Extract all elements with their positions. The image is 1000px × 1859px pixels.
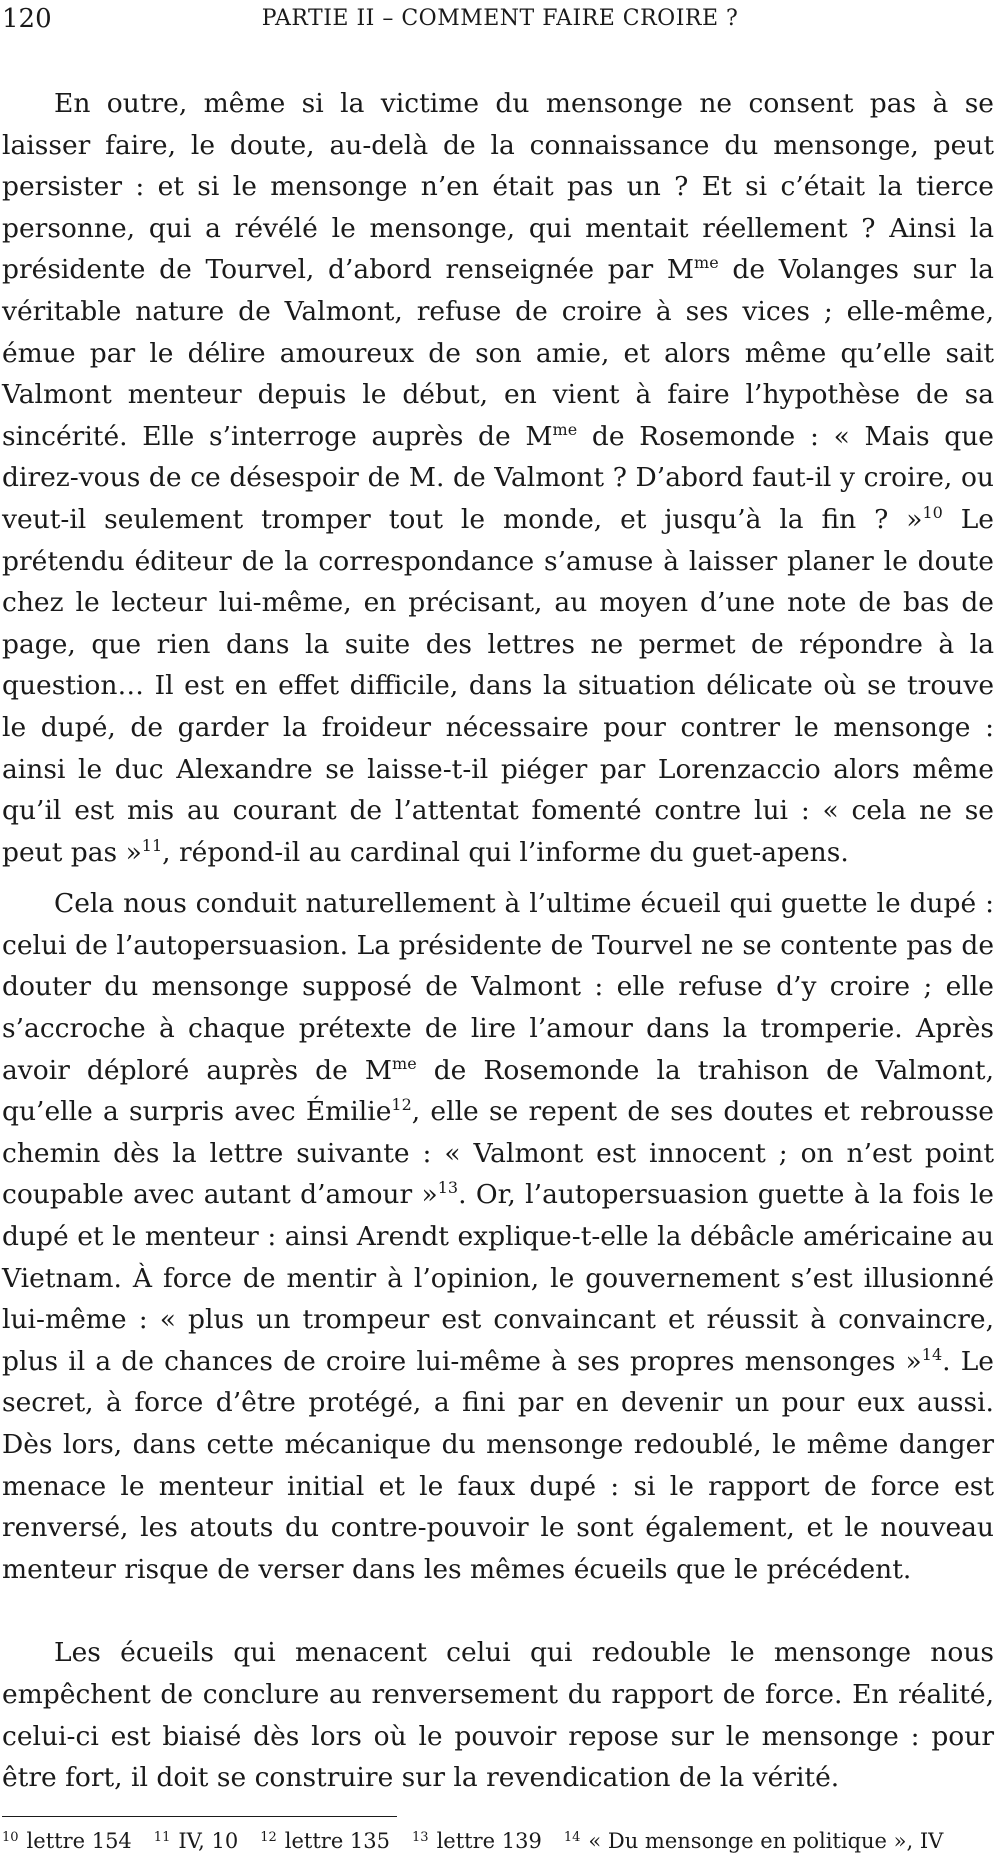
text-segment: . Or, l’autopersuasion guette à la fois le dupé et le menteur : ainsi Arendt explique-t-elle la débâcle américaine au Vietnam. À force de mentir à l’opinion, le gouvernement s’est illusionné lui-même : « plus un trompeur est convaincant et réussit à convaincre, plus il a de chances de croire lui-même à ses propres mensonges »	[2, 1179, 994, 1377]
text-segment: Cela nous conduit naturellement à l’ultime écueil qui guette le dupé : celui de l’autopersuasion. La présidente de Tourvel ne se contente pas de douter du mensonge supposé de Valmont : elle refuse d’y croire ; elle s’accroche à chaque prétexte de lire l’amour dans la tromperie. Après avoir déploré auprès de M	[2, 888, 994, 1086]
footnote-text: « Du mensonge en politique », IV	[588, 1829, 944, 1853]
text-segment: . Le secret, à force d’être protégé, a fini par en devenir un pour eux aussi. Dès lors, dans cette mécanique du mensonge redoublé, le même danger menace le menteur initial et le faux dupé : si le rapport de force est renversé, les atouts du contre-pouvoir le sont également, et le nouveau menteur risque de verser dans les mêmes écueils que le précédent.	[2, 1345, 994, 1585]
footnote-number: 13	[412, 1830, 429, 1845]
footnote-text: lettre 139	[436, 1829, 542, 1853]
paragraph-3	[2, 1632, 994, 1798]
footnote-ref-13[interactable]: 13	[437, 1178, 459, 1198]
footnote-separator	[2, 1816, 397, 1817]
footnote-ref-14[interactable]: 14	[921, 1344, 943, 1364]
text-segment: de Rosemonde : « Mais que direz-vous de ce désespoir de M. de Valmont ? D’abord faut-il y croire, ou veut-il seulement tromper tout le monde, et jusqu’à la fin ? »	[2, 420, 994, 535]
footnote-ref-12[interactable]: 12	[391, 1095, 412, 1115]
footnote-text: lettre 135	[284, 1829, 391, 1853]
text-segment: En outre, même si la victime du mensonge ne consent pas à se laisser faire, le doute, au-delà de la connaissance du mensonge, peut persister : et si le mensonge n’en était pas un ? Et si c’était la tierce personne, qui a révélé le mensonge, qui mentait réellement ? Ainsi la présidente de Tourvel, d’abord renseignée par M	[2, 88, 994, 286]
footnote-number: 14	[563, 1830, 581, 1845]
footnote-ref-10[interactable]: 10	[922, 503, 943, 523]
text-segment: , elle se repent de ses doutes et rebrousse chemin dès la lettre suivante : « Valmont est innocent ; on n’est point coupable avec autant d’amour »	[2, 1096, 994, 1211]
footnote-13	[412, 1823, 542, 1856]
footnote-number: 10	[2, 1830, 19, 1845]
running-header	[2, 2, 998, 36]
text-segment: de Rosemonde la trahison de Valmont, qu’elle a surpris avec Émilie	[2, 1054, 995, 1128]
footnote-14	[564, 1823, 944, 1856]
footnote-10	[2, 1823, 132, 1856]
footnote-text: IV, 10	[178, 1829, 239, 1853]
footnote-12	[260, 1823, 390, 1856]
text-segment: Les écueils qui menacent celui qui redouble le mensonge nous empêchent de conclure au renversement du rapport de force. En réalité, celui-ci est biaisé dès lors où le pouvoir repose sur le mensonge : pour être fort, il doit se construire sur la revendication de la vérité.	[2, 1637, 994, 1794]
footnote-ref-11[interactable]: 11	[141, 835, 163, 855]
footnote-number: 11	[153, 1830, 171, 1845]
superscript-me: me	[694, 253, 719, 273]
footnotes	[2, 1823, 994, 1856]
page-number: 120	[2, 4, 52, 34]
footnote-text: lettre 154	[26, 1829, 132, 1853]
body-text	[2, 83, 994, 1799]
footnote-11	[154, 1823, 238, 1856]
superscript-me: me	[552, 419, 578, 439]
footnote-number: 12	[260, 1830, 277, 1845]
superscript-me: me	[392, 1053, 417, 1073]
text-segment: de Volanges sur la véritable nature de Valmont, refuse de croire à ses vices ; elle-même, émue par le délire amoureux de son amie, et alors même qu’elle sait Valmont menteur depuis le début, en vient à faire l’hypothèse de sa sincérité. Elle s’interroge auprès de M	[2, 254, 994, 452]
running-title: PARTIE II – COMMENT FAIRE CROIRE ?	[261, 6, 739, 31]
text-segment: , répond-il au cardinal qui l’informe du guet-apens.	[162, 836, 849, 868]
paragraph-1	[2, 83, 994, 873]
text-segment: Le prétendu éditeur de la correspondance s’amuse à laisser planer le doute chez le lecteur lui-même, en précisant, au moyen d’une note de bas de page, que rien dans la suite des lettres ne permet de répondre à la question… Il est en effet difficile, dans la situation délicate où se trouve le dupé, de garder la froideur nécessaire pour contrer le mensonge : ainsi le duc Alexandre se laisse-t-il piéger par Lorenzaccio alors même qu’il est mis au courant de l’attentat fomenté contre lui : « cela ne se peut pas »	[2, 503, 994, 868]
paragraph-2	[2, 883, 994, 1590]
